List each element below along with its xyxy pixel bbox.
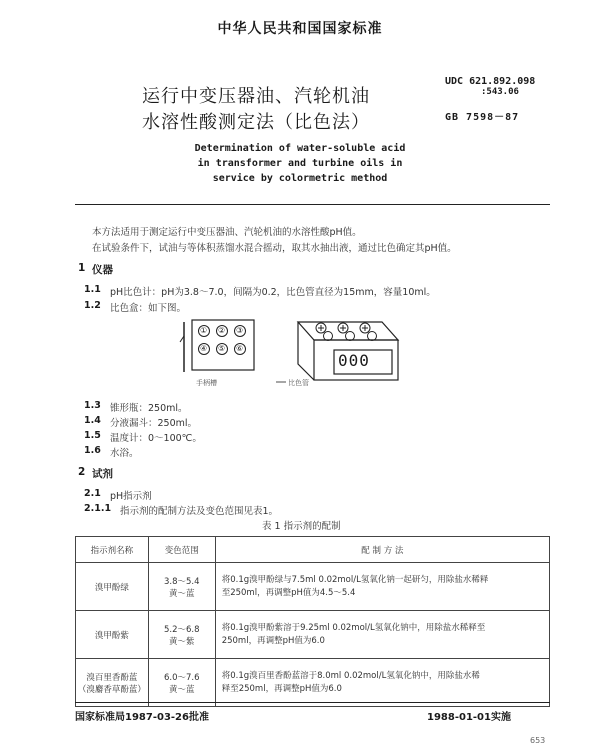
english-title-line2: in transformer and turbine oils in bbox=[197, 158, 403, 169]
section-2-number: 2 bbox=[78, 466, 86, 478]
table-header-cell: 变色范围 bbox=[148, 537, 215, 563]
preparation-method-cell bbox=[215, 611, 549, 659]
color-change: 黄～蓝 bbox=[169, 588, 195, 599]
table-header-cell: 配 制 方 法 bbox=[215, 537, 549, 563]
intro-paragraph-1: 本方法适用于测定运行中变压器油、汽轮机油的水溶性酸pH值。 bbox=[92, 227, 362, 238]
color-change: 黄～紫 bbox=[169, 636, 195, 647]
udc-code: UDC 621.892.098 bbox=[445, 76, 536, 87]
indicator-table bbox=[75, 536, 550, 707]
tube-slot-1: ① bbox=[200, 326, 208, 335]
tube-slot-2: ② bbox=[218, 326, 226, 335]
method-line: 250ml，再调整pH值为6.0 bbox=[221, 635, 325, 646]
item-text: 指示剂的配制方法及变色范围见表1。 bbox=[120, 506, 279, 517]
item-number: 1.1 bbox=[84, 284, 101, 295]
item-text: 锥形瓶：250ml。 bbox=[110, 403, 188, 414]
page-number: 653 bbox=[530, 736, 546, 745]
section-2-title: 试剂 bbox=[92, 468, 113, 480]
document-title-line1: 运行中变压器油、汽轮机油 bbox=[142, 86, 370, 107]
preparation-method-cell bbox=[215, 659, 549, 707]
item-text: pH比色计：pH为3.8～7.0，间隔为0.2，比色管直径为15mm，容量10ml。 bbox=[110, 287, 436, 298]
table-row bbox=[76, 563, 550, 611]
tube-slot-5: ⑤ bbox=[218, 344, 226, 353]
item-number: 2.1 bbox=[84, 488, 101, 499]
indicator-name-cell bbox=[76, 611, 149, 659]
item-text: 温度计：0～100℃。 bbox=[110, 433, 202, 444]
intro-paragraph-2: 在试验条件下，试油与等体积蒸馏水混合摇动，取其水抽出液，通过比色确定其pH值。 bbox=[92, 243, 457, 254]
tube-window-digits: 000 bbox=[338, 351, 370, 370]
table-row bbox=[76, 611, 550, 659]
color-range-cell bbox=[148, 563, 215, 611]
table-caption: 表 1 指示剂的配制 bbox=[262, 521, 341, 532]
ph-range: 6.0～7.6 bbox=[164, 672, 200, 683]
method-line: 将0.1g溴甲酚绿与7.5ml 0.02mol/L氢氧化钠一起研匀，用除盐水稀释 bbox=[221, 574, 489, 585]
implementation-date: 1988-01-01实施 bbox=[427, 712, 511, 723]
tube-slot-3: ③ bbox=[236, 326, 244, 335]
english-title-line3: service by colormetric method bbox=[212, 173, 388, 184]
table-header-row bbox=[76, 537, 550, 563]
item-text: pH指示剂 bbox=[110, 491, 152, 502]
indicator-name: 溴百里香酚蓝 bbox=[86, 672, 138, 683]
english-title-line1: Determination of water-soluble acid bbox=[194, 143, 406, 154]
table-row bbox=[76, 659, 550, 707]
indicator-name: 溴甲酚紫 bbox=[94, 630, 129, 641]
item-number: 2.1.1 bbox=[84, 503, 112, 514]
method-line: 将0.1g溴甲酚紫溶于9.25ml 0.02mol/L氢氧化钠中，用除盐水稀释至 bbox=[221, 622, 486, 633]
item-number: 1.3 bbox=[84, 400, 101, 411]
color-range-cell bbox=[148, 611, 215, 659]
header-divider bbox=[75, 204, 550, 205]
item-text: 分液漏斗：250ml。 bbox=[110, 418, 198, 429]
color-change: 黄～蓝 bbox=[169, 684, 195, 695]
tube-slot-6: ⑥ bbox=[236, 344, 244, 353]
indicator-name-cell bbox=[76, 659, 149, 707]
method-line: 至250ml，再调整pH值为4.5～5.4 bbox=[221, 587, 356, 598]
item-number: 1.5 bbox=[84, 430, 101, 441]
country-standard-heading: 中华人民共和国国家标准 bbox=[217, 21, 383, 37]
ph-range: 3.8～5.4 bbox=[164, 576, 200, 587]
indicator-name-cell bbox=[76, 563, 149, 611]
color-range-cell bbox=[148, 659, 215, 707]
table-header-cell: 指示剂名称 bbox=[76, 537, 149, 563]
item-number: 1.2 bbox=[84, 300, 101, 311]
gb-number: GB 7598－87 bbox=[445, 112, 520, 123]
method-line: 释至250ml，再调整pH值为6.0 bbox=[221, 683, 342, 694]
figure-label-handle: 手柄槽 bbox=[196, 379, 217, 387]
item-text: 水浴。 bbox=[110, 448, 139, 459]
indicator-name: 溴甲酚绿 bbox=[94, 582, 129, 593]
document-title-line2: 水溶性酸测定法（比色法） bbox=[142, 112, 370, 133]
figure-label-tube: 比色管 bbox=[288, 379, 309, 387]
ph-range: 5.2～6.8 bbox=[164, 624, 200, 635]
tube-slot-4: ④ bbox=[200, 344, 208, 353]
item-text: 比色盒：如下图。 bbox=[110, 303, 187, 314]
method-line: 将0.1g溴百里香酚蓝溶于8.0ml 0.02mol/L氢氧化钠中，用除盐水稀 bbox=[221, 670, 480, 681]
item-number: 1.6 bbox=[84, 445, 101, 456]
section-1-title: 仪器 bbox=[92, 264, 113, 276]
section-1-number: 1 bbox=[78, 262, 86, 274]
footer-divider bbox=[75, 702, 550, 703]
indicator-alt-name: （溴麝香草酚蓝） bbox=[77, 684, 146, 695]
item-number: 1.4 bbox=[84, 415, 101, 426]
preparation-method-cell bbox=[215, 563, 549, 611]
udc-code-suffix: :543.06 bbox=[481, 87, 519, 97]
approval-date: 国家标准局1987-03-26批准 bbox=[75, 712, 209, 723]
